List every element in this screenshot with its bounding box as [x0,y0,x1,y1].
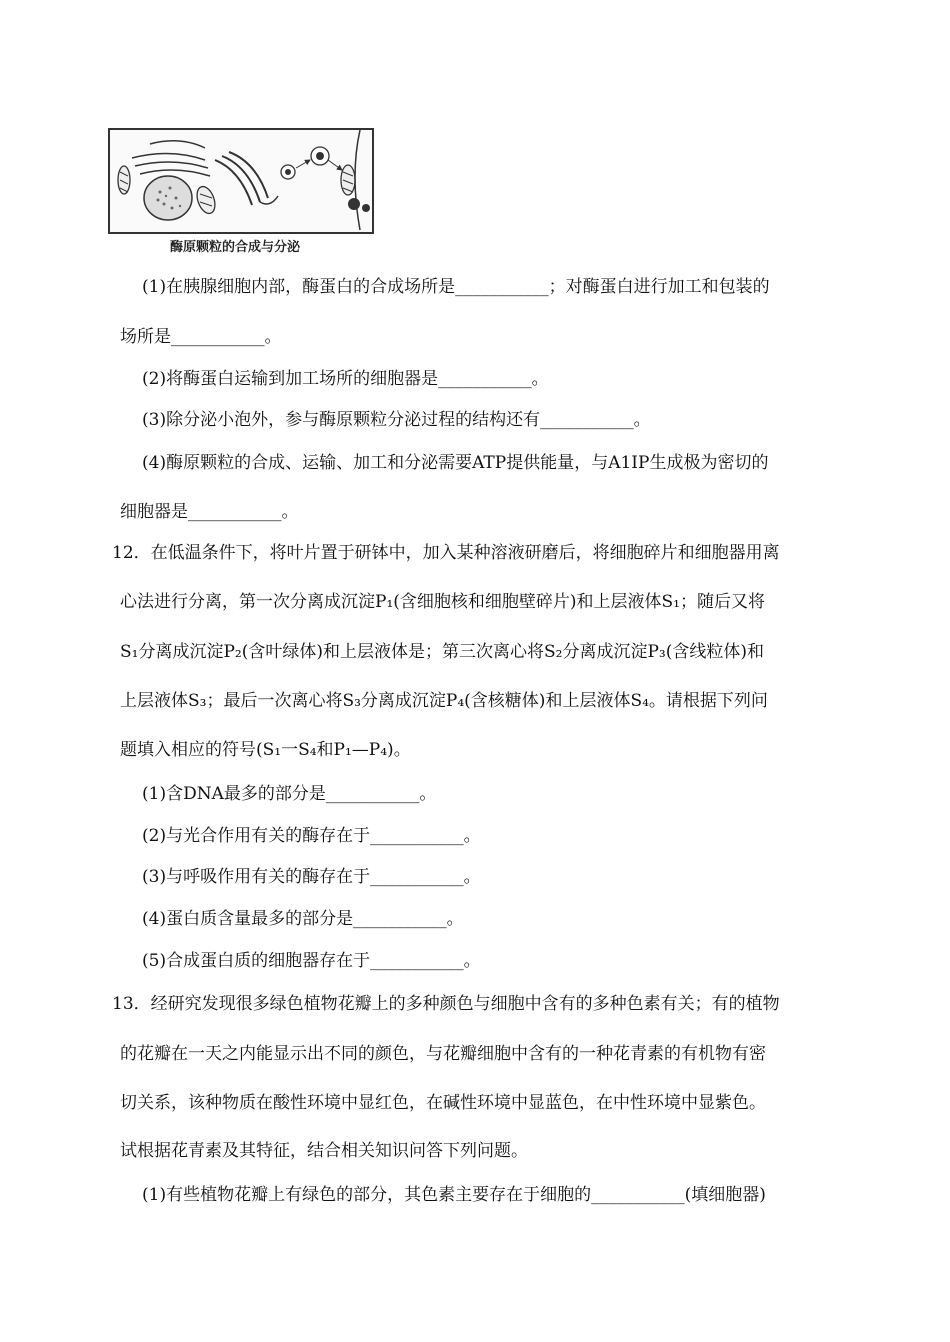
q13-sub1: (1)有些植物花瓣上有绿色的部分，其色素主要存在于细胞的___________(填细胞器) [142,1185,766,1205]
q13-stem-line3: 切关系，该种物质在酸性环境中显红色，在碱性环境中显蓝色，在中性环境中显紫色。 [120,1093,766,1113]
q12-sub2: (2)与光合作用有关的酶存在于___________。 [142,826,481,846]
figure-caption: 酶原颗粒的合成与分泌 [170,240,301,255]
q11-part4-line2: 细胞器是___________。 [120,502,299,522]
q13-stem-line4: 试根据花青素及其特征，结合相关知识问答下列问题。 [120,1141,528,1161]
q12-sub4: (4)蛋白质含量最多的部分是___________。 [142,909,464,929]
q12-sub1: (1)含DNA最多的部分是___________。 [142,784,437,804]
q11-part3: (3)除分泌小泡外，参与酶原颗粒分泌过程的结构还有___________。 [142,410,651,430]
q11-part1-line2: 场所是___________。 [120,327,282,347]
q12-stem-line2: 心法进行分离，第一次分离成沉淀P₁(含细胞核和细胞壁碎片)和上层液体S₁；随后又将 [120,592,765,612]
q11-part1-line1: (1)在胰腺细胞内部，酶蛋白的合成场所是___________；对酶蛋白进行加工和包装的 [142,277,770,297]
q12-sub3: (3)与呼吸作用有关的酶存在于___________。 [142,867,481,887]
q12-stem-line1: 12．在低温条件下，将叶片置于研钵中，加入某种溶液研磨后，将细胞碎片和细胞器用离 [112,543,780,563]
cell-diagram-figure [108,128,374,234]
q12-stem-line3: S₁分离成沉淀P₂(含叶绿体)和上层液体是；第三次离心将S₂分离成沉淀P₃(含线粒体)和 [120,642,764,662]
q13-stem-line2: 的花瓣在一天之内能显示出不同的颜色，与花瓣细胞中含有的一种花青素的有机物有密 [120,1044,766,1064]
q11-part2: (2)将酶蛋白运输到加工场所的细胞器是___________。 [142,369,549,389]
q12-stem-line5: 题填入相应的符号(S₁一S₄和P₁—P₄)。 [120,740,411,760]
q12-stem-line4: 上层液体S₃；最后一次离心将S₃分离成沉淀P₄(含核糖体)和上层液体S₄。请根据下列问 [120,691,768,711]
q12-sub5: (5)合成蛋白质的细胞器存在于___________。 [142,951,481,971]
q11-part4-line1: (4)酶原颗粒的合成、运输、加工和分泌需要ATP提供能量，与A1IP生成极为密切的 [142,453,769,473]
q13-stem-line1: 13．经研究发现很多绿色植物花瓣上的多种颜色与细胞中含有的多种色素有关；有的植物 [112,994,780,1014]
cell-diagram-illustration [110,130,372,232]
